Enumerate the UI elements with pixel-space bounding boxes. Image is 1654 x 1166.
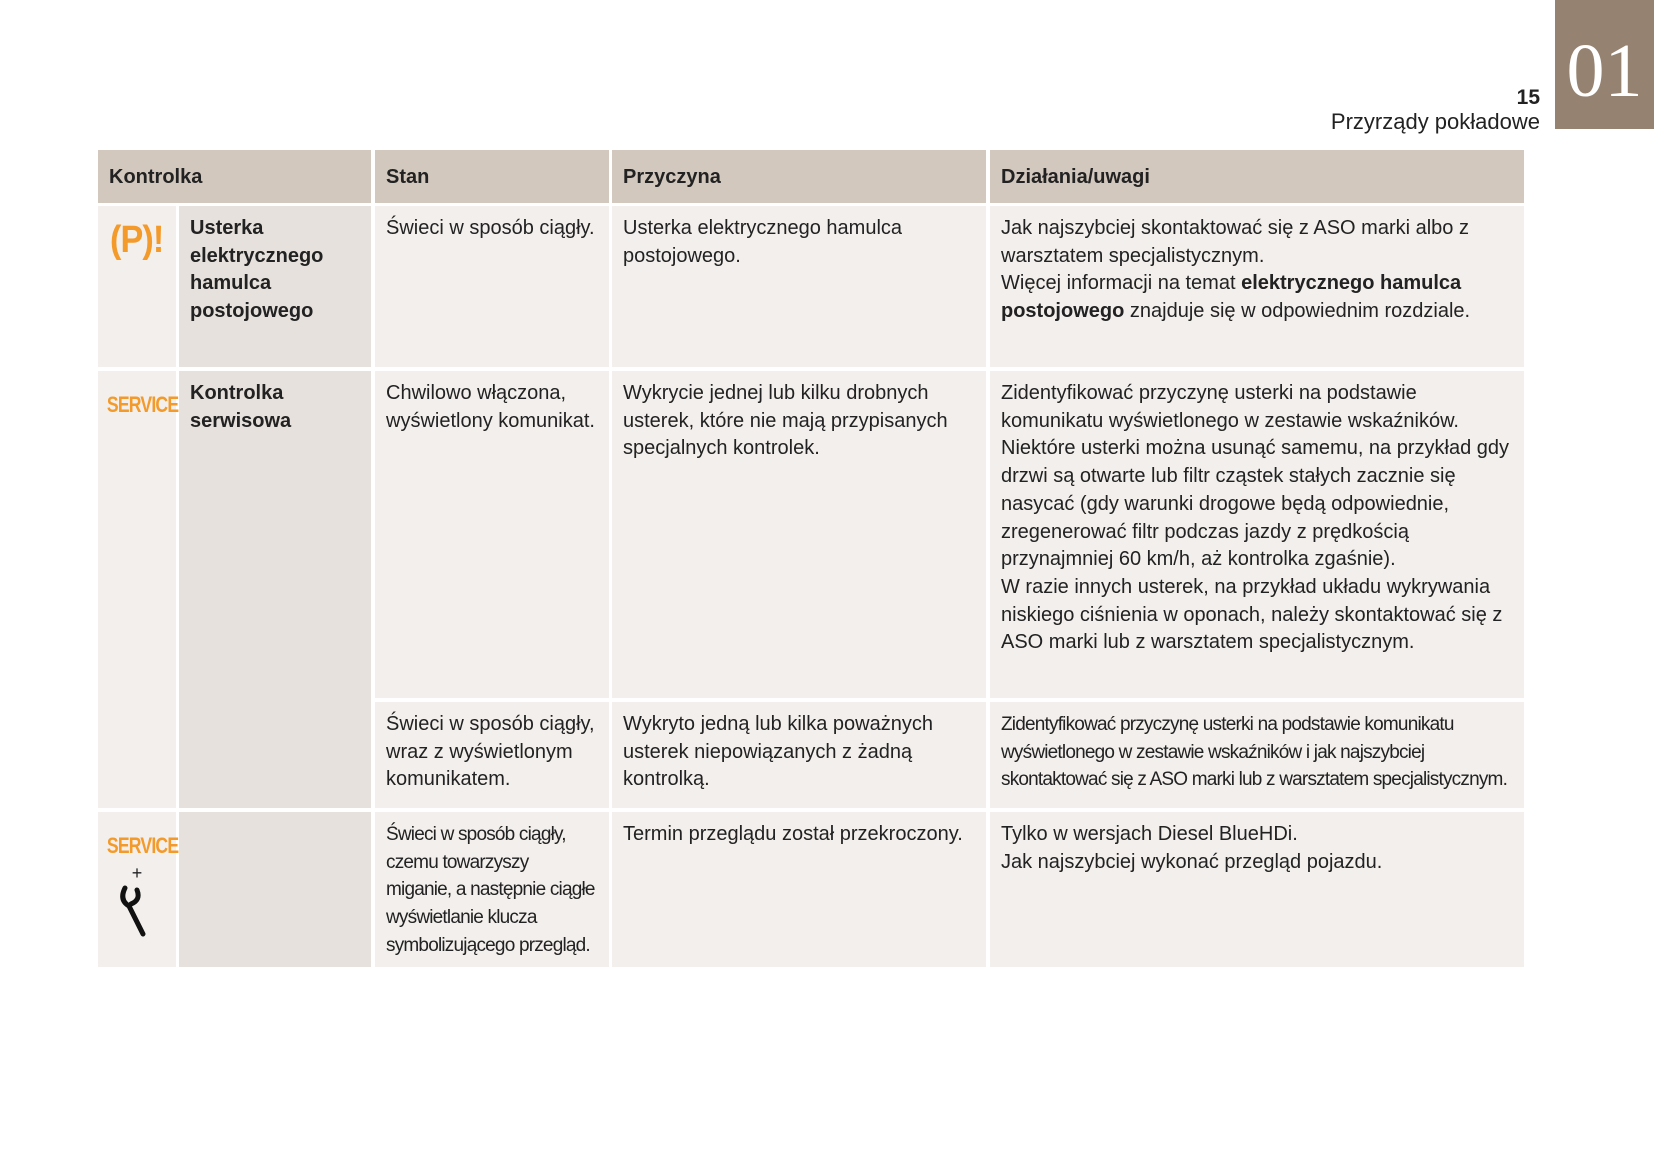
row-stan: Świeci w sposób ciągły, czemu towarzyszy miganie, a następnie ciągłe wyświetlanie klucza symbolizującego przegląd. — [375, 812, 609, 967]
parking-brake-icon-text: (P)! — [110, 219, 164, 261]
row-dzialania — [990, 812, 1524, 967]
row-label: Kontrolka serwisowa — [179, 371, 371, 808]
header-dzialania: Działania/uwagi — [990, 150, 1524, 203]
page-number: 15 — [1516, 86, 1540, 109]
service-wrench-icon — [98, 812, 179, 967]
row-przyczyna: Termin przeglądu został przekroczony. — [612, 812, 986, 967]
chapter-number: 01 — [1566, 29, 1643, 113]
row-label: Usterka elektrycznego hamulca postojowego — [179, 206, 371, 367]
plus-sign: + — [131, 862, 143, 883]
row-przyczyna: Usterka elektrycznego hamulca postojowego. — [612, 206, 986, 367]
bold-reference: elektrycznego hamulca postojowego — [1001, 272, 1462, 323]
action-text — [1001, 270, 1513, 325]
action-text: Jak najszybciej wykonać przegląd pojazdu. — [1001, 850, 1383, 873]
action-text: Zidentyfikować przyczynę usterki na podstawie komunikatu wyświetlonego w zestawie wskaźników. — [1001, 382, 1459, 432]
action-text: Jak najszybciej skontaktować się z ASO marki albo z warsztatem specjalistycznym. — [1001, 217, 1469, 267]
row-stan: Świeci w sposób ciągły, wraz z wyświetlonym komunikatem. — [375, 702, 609, 808]
row-dzialania — [990, 206, 1524, 367]
parking-brake-warning-icon — [98, 206, 176, 367]
header-stan: Stan — [375, 150, 609, 203]
row-przyczyna: Wykrycie jednej lub kilku drobnych usterek, które nie mają przypisanych specjalnych kontrolek. — [612, 371, 986, 698]
action-text: Niektóre usterki można usunąć samemu, na przykład gdy drzwi są otwarte lub filtr cząstek stałych zacznie się nasycać (gdy warunki drogowe będą odpowiednie, zregenerować filtr podczas jazdy z prędkością przynajmniej 60 km/h, aż kontrolka zgaśnie). — [1001, 437, 1510, 571]
chapter-tab — [1555, 0, 1654, 129]
service-warning-icon — [98, 371, 179, 808]
section-title: Przyrządy pokładowe — [1330, 109, 1540, 134]
row-dzialania: Zidentyfikować przyczynę usterki na podstawie komunikatu wyświetlonego w zestawie wskaźników i jak najszybciej skontaktować się z ASO marki lub z warsztatem specjalistycznym. — [990, 702, 1524, 808]
action-text: W razie innych usterek, na przykład układu wykrywania niskiego ciśnienia w oponach, należy skontaktować się z ASO marki lub z warsztatem specjalistycznym. — [1001, 575, 1503, 654]
text-segment: Więcej informacji na temat — [1001, 272, 1242, 295]
action-text: Tylko w wersjach Diesel BlueHDi. — [1001, 823, 1298, 845]
header-kontrolka: Kontrolka — [98, 150, 371, 203]
header-przyczyna: Przyczyna — [612, 150, 986, 203]
row-label-empty — [179, 812, 371, 967]
service-icon-text: SERVICE — [106, 392, 179, 417]
service-icon-text: SERVICE — [106, 833, 179, 858]
row-stan: Chwilowo włączona, wyświetlony komunikat. — [375, 371, 609, 698]
row-stan: Świeci w sposób ciągły. — [375, 206, 609, 367]
row-przyczyna: Wykryto jedną lub kilka poważnych usterek niepowiązanych z żadną kontrolką. — [612, 702, 986, 808]
row-dzialania — [990, 371, 1524, 698]
text-segment: znajduje się w odpowiednim rozdziale. — [1124, 300, 1471, 323]
wrench-icon — [117, 884, 157, 940]
